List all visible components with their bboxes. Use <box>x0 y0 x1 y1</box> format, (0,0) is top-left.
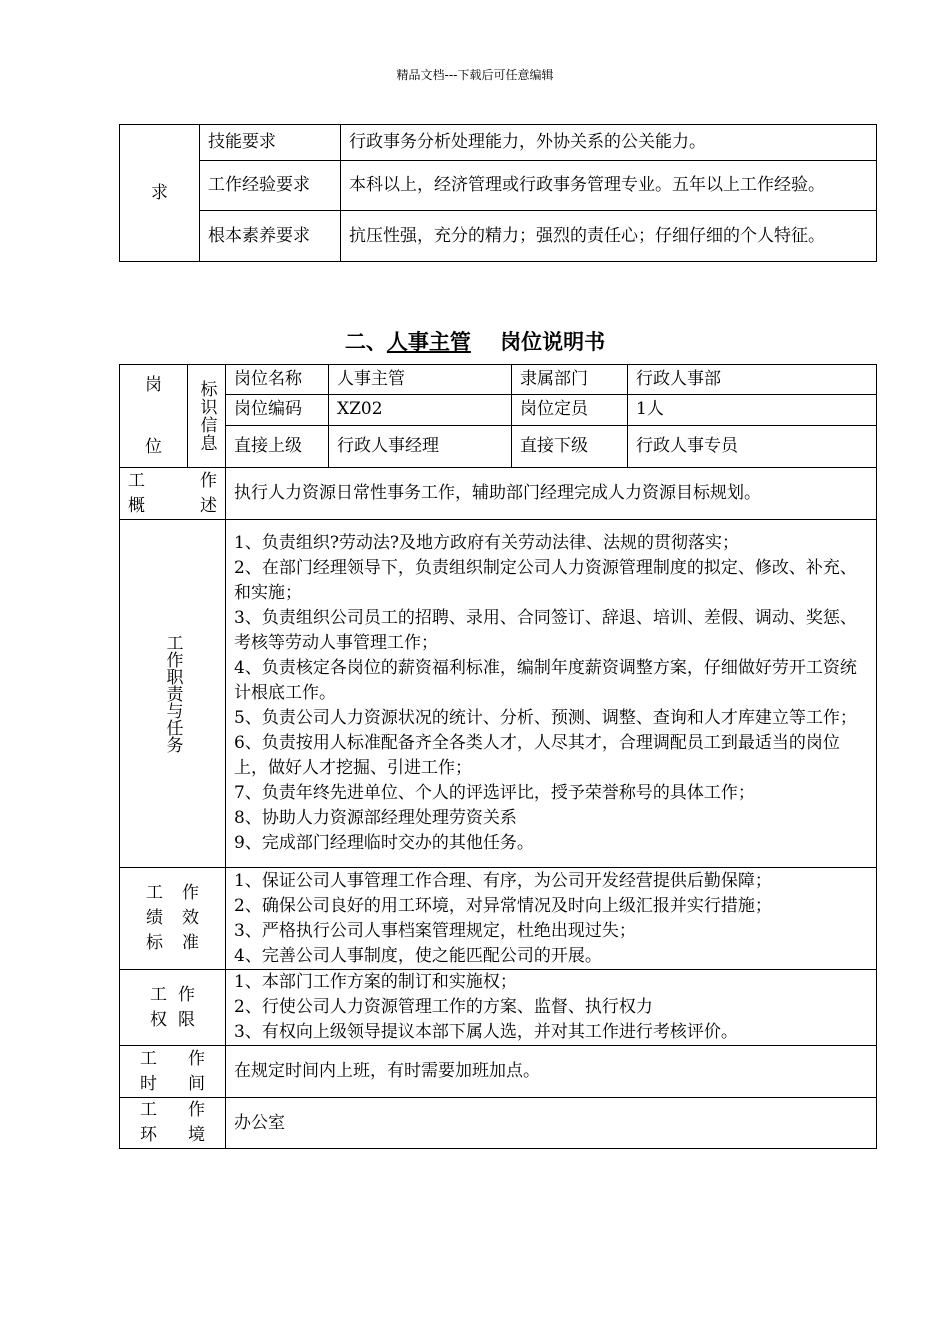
duty-item: 2、在部门经理领导下，负责组织制定公司人力资源管理制度的拟定、修改、补充、和实施； <box>234 558 857 603</box>
authority-list <box>226 970 877 1046</box>
duty-item: 6、负责按用人标准配备齐全各类人才，人尽其才，合理调配员工到最适当的岗位上，做好人才挖掘、引进工作； <box>234 733 840 778</box>
perf-label-c1: 工 <box>146 883 163 903</box>
performance-item: 2、确保公司良好的用工环境，对异常情况及时向上级汇报并实行措施； <box>234 895 772 916</box>
auth-label-c1: 工 <box>150 984 167 1005</box>
overview-label-c3: 概 <box>128 495 145 516</box>
req-value-skill: 行政事务分析处理能力，外协关系的公关能力。 <box>341 125 877 161</box>
authority-item: 2、行使公司人力资源管理工作的方案、监督、执行权力 <box>234 997 653 1017</box>
info-v2-row2: 1人 <box>628 395 877 425</box>
req-value-quality: 抗压性强，充分的精力；强烈的责任心；仔细仔细的个人特征。 <box>341 211 877 262</box>
info-k2-row3: 直接下级 <box>512 425 628 467</box>
title-suffix: 岗位说明书 <box>500 330 606 354</box>
info-v2-row3: 行政人事专员 <box>628 425 877 467</box>
authority-item: 1、本部门工作方案的制订和实施权； <box>234 972 517 992</box>
info-k2-row1: 隶属部门 <box>512 365 628 395</box>
work-time-label <box>120 1046 226 1098</box>
auth-label-c4: 限 <box>178 1009 195 1030</box>
header-note: 精品文档---下载后可任意编辑 <box>396 68 554 82</box>
info-left-label <box>120 365 188 468</box>
work-env-label <box>120 1098 226 1149</box>
time-label-c4: 间 <box>188 1073 205 1094</box>
performance-item: 3、严格执行公司人事档案管理规定，杜绝出现过失； <box>234 920 636 941</box>
req-label-quality: 根本素养要求 <box>200 211 341 262</box>
duties-label-text: 工作职责与任务 <box>162 634 183 753</box>
auth-label-c2: 作 <box>178 984 195 1005</box>
time-label-c2: 作 <box>188 1048 205 1069</box>
auth-label-c3: 权 <box>150 1009 167 1030</box>
title-prefix: 二、 <box>344 330 387 354</box>
info-k1-row2: 岗位编码 <box>226 395 329 425</box>
overview-label-c1: 工 <box>128 470 145 491</box>
overview-value: 执行人力资源日常性事务工作，辅助部门经理完成人力资源目标规划。 <box>226 468 877 520</box>
req-label-skill: 技能要求 <box>200 125 341 161</box>
duty-item: 9、完成部门经理临时交办的其他任务。 <box>234 833 534 853</box>
env-label-c1: 工 <box>140 1100 157 1120</box>
performance-list <box>226 868 877 970</box>
duties-list <box>226 520 877 868</box>
overview-label-c2: 作 <box>200 470 217 491</box>
overview-label-c4: 述 <box>200 495 217 516</box>
requirements-table <box>119 124 877 262</box>
req-label-experience: 工作经验要求 <box>200 161 341 211</box>
authority-label <box>120 970 226 1046</box>
info-v1-row2: XZ02 <box>329 395 512 425</box>
time-label-c1: 工 <box>140 1048 157 1069</box>
duty-item: 7、负责年终先进单位、个人的评选评比，授予荣誉称号的具体工作； <box>234 783 755 803</box>
time-label-c3: 时 <box>140 1073 157 1094</box>
perf-label-c6: 准 <box>182 933 199 953</box>
duty-item: 1、负责组织?劳动法?及地方政府有关劳动法律、法规的贯彻落实； <box>234 533 740 553</box>
performance-label <box>120 868 226 970</box>
info-k1-row3: 直接上级 <box>226 425 329 467</box>
perf-label-c5: 标 <box>146 933 163 953</box>
perf-label-c2: 作 <box>182 883 199 903</box>
perf-label-c4: 效 <box>182 908 199 928</box>
page-title <box>0 326 950 356</box>
info-left-label-1: 岗 <box>145 375 162 395</box>
info-k1-row1: 岗位名称 <box>226 365 329 395</box>
req-value-experience: 本科以上，经济管理或行政事务管理专业。五年以上工作经验。 <box>341 161 877 211</box>
job-description-table <box>119 364 877 1149</box>
info-v2-row1: 行政人事部 <box>628 365 877 395</box>
work-time-value: 在规定时间内上班，有时需要加班加点。 <box>226 1046 877 1098</box>
duty-item: 8、协助人力资源部经理处理劳资关系 <box>234 808 517 828</box>
duty-item: 3、负责组织公司员工的招聘、录用、合同签订、辞退、培训、差假、调动、奖惩、考核等劳动人事管理工作； <box>234 608 857 653</box>
perf-label-c3: 绩 <box>146 908 163 928</box>
info-sub-label <box>188 365 226 468</box>
info-v1-row1: 人事主管 <box>329 365 512 395</box>
duties-label <box>120 520 226 868</box>
info-v1-row3: 行政人事经理 <box>329 425 512 467</box>
duty-item: 4、负责核定各岗位的薪资福利标准，编制年度薪资调整方案，仔细做好劳开工资统计根底工作。 <box>234 658 857 703</box>
duty-item: 5、负责公司人力资源状况的统计、分析、预测、调整、查询和人才库建立等工作； <box>234 708 857 728</box>
performance-item: 1、保证公司人事管理工作合理、有序，为公司开发经营提供后勤保障； <box>234 870 772 891</box>
requirements-group-label: 求 <box>120 125 200 262</box>
info-sub-label-text: 标识信息 <box>196 380 217 452</box>
title-position-name: 人事主管 <box>386 330 471 354</box>
authority-item: 3、有权向上级领导提议本部下属人选，并对其工作进行考核评价。 <box>234 1022 738 1042</box>
env-label-c2: 作 <box>188 1100 205 1120</box>
env-label-c3: 环 <box>140 1125 157 1145</box>
env-label-c4: 境 <box>188 1125 205 1145</box>
performance-item: 4、完善公司人事制度，使之能匹配公司的开展。 <box>234 945 602 966</box>
overview-label <box>120 468 226 520</box>
info-left-label-2: 位 <box>145 437 162 457</box>
work-env-value: 办公室 <box>226 1098 877 1149</box>
info-k2-row2: 岗位定员 <box>512 395 628 425</box>
